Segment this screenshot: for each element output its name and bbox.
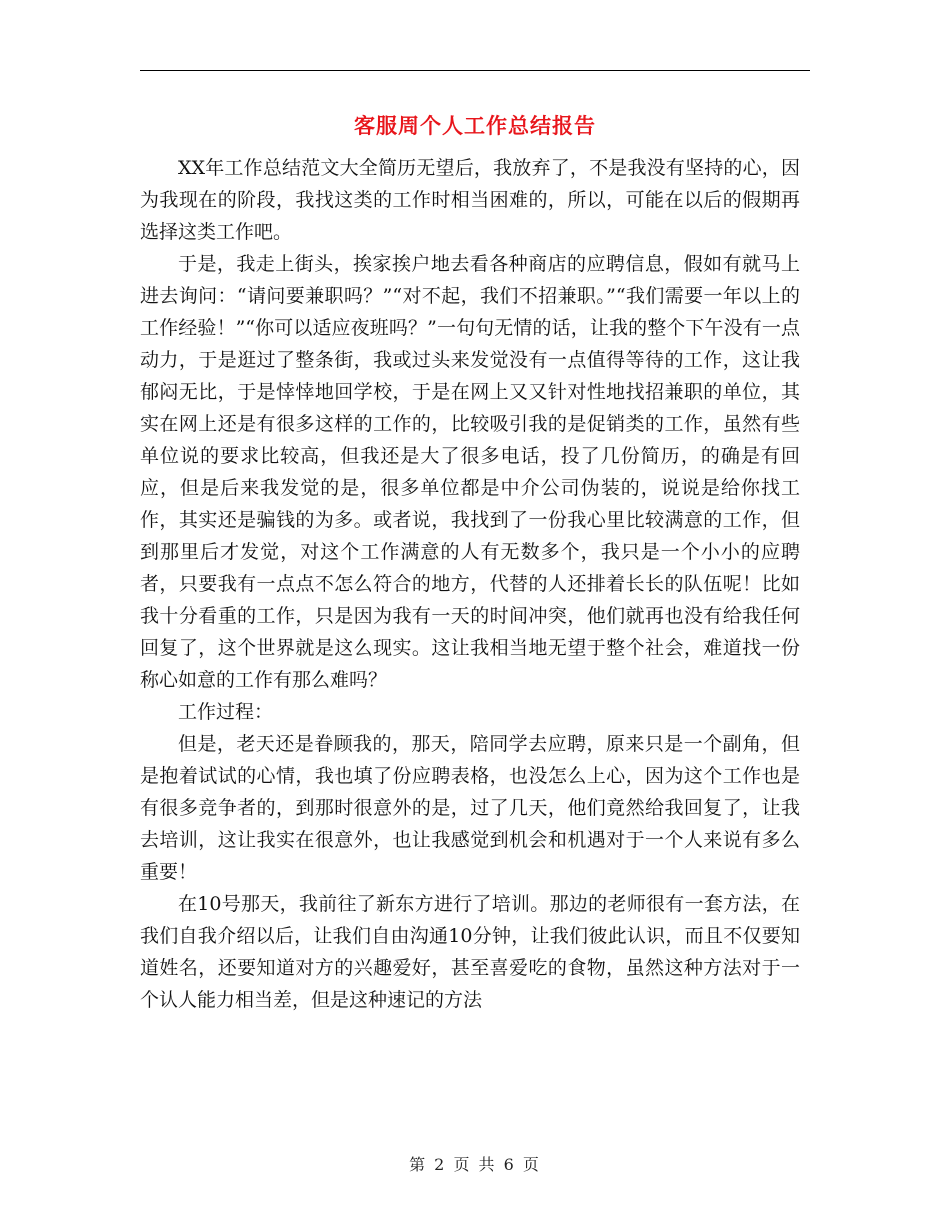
header-rule [140,70,810,71]
section-heading: 工作过程： [178,701,274,723]
paragraph: 在10号那天，我前往了新东方进行了培训。那边的老师很有一套方法，在我们自我介绍以后，让我们自由沟通10分钟，让我们彼此认识，而且不仅要知道姓名，还要知道对方的兴趣爱好，甚至喜爱吃的食物，虽然这种方法对于一个认人能力相当差，但是这种速记的方法 [140,893,800,1011]
document-body [140,152,800,1016]
paragraph: 于是，我走上街头，挨家挨户地去看各种商店的应聘信息，假如有就马上进去询问：“请问要兼职吗？”“对不起，我们不招兼职。”“我们需要一年以上的工作经验！”“你可以适应夜班吗？”一句句无情的话，让我的整个下午没有一点动力，于是逛过了整条街，我或过头来发觉没有一点值得等待的工作，这让我郁闷无比，于是悻悻地回学校，于是在网上又又针对性地找招兼职的单位，其实在网上还是有很多这样的工作的，比较吸引我的是促销类的工作，虽然有些单位说的要求比较高，但我还是大了很多电话，投了几份简历，的确是有回应，但是后来我发觉的是，很多单位都是中介公司伪装的，说说是给你找工作，其实还是骗钱的为多。或者说，我找到了一份我心里比较满意的工作，但到那里后才发觉，对这个工作满意的人有无数多个，我只是一个小小的应聘者，只要我有一点点不怎么符合的地方，代替的人还排着长长的队伍呢！比如我十分看重的工作，只是因为我有一天的时间冲突，他们就再也没有给我任何回复了，这个世界就是这么现实。这让我相当地无望于整个社会，难道找一份称心如意的工作有那么难吗？ [140,253,800,691]
paragraph: 但是，老天还是眷顾我的，那天，陪同学去应聘，原来只是一个副角，但是抱着试试的心情，我也填了份应聘表格，也没怎么上心，因为这个工作也是有很多竞争者的，到那时很意外的是，过了几天，他们竟然给我回复了，让我去培训，这让我实在很意外，也让我感觉到机会和机遇对于一个人来说有多么重要！ [140,733,800,883]
paragraph: XX年工作总结范文大全简历无望后，我放弃了，不是我没有坚持的心，因为我现在的阶段，我找这类的工作时相当困难的，所以，可能在以后的假期再选择这类工作吧。 [140,157,800,243]
document-title: 客服周个人工作总结报告 [354,113,596,138]
page-number: 第 2 页 共 6 页 [409,1155,541,1174]
